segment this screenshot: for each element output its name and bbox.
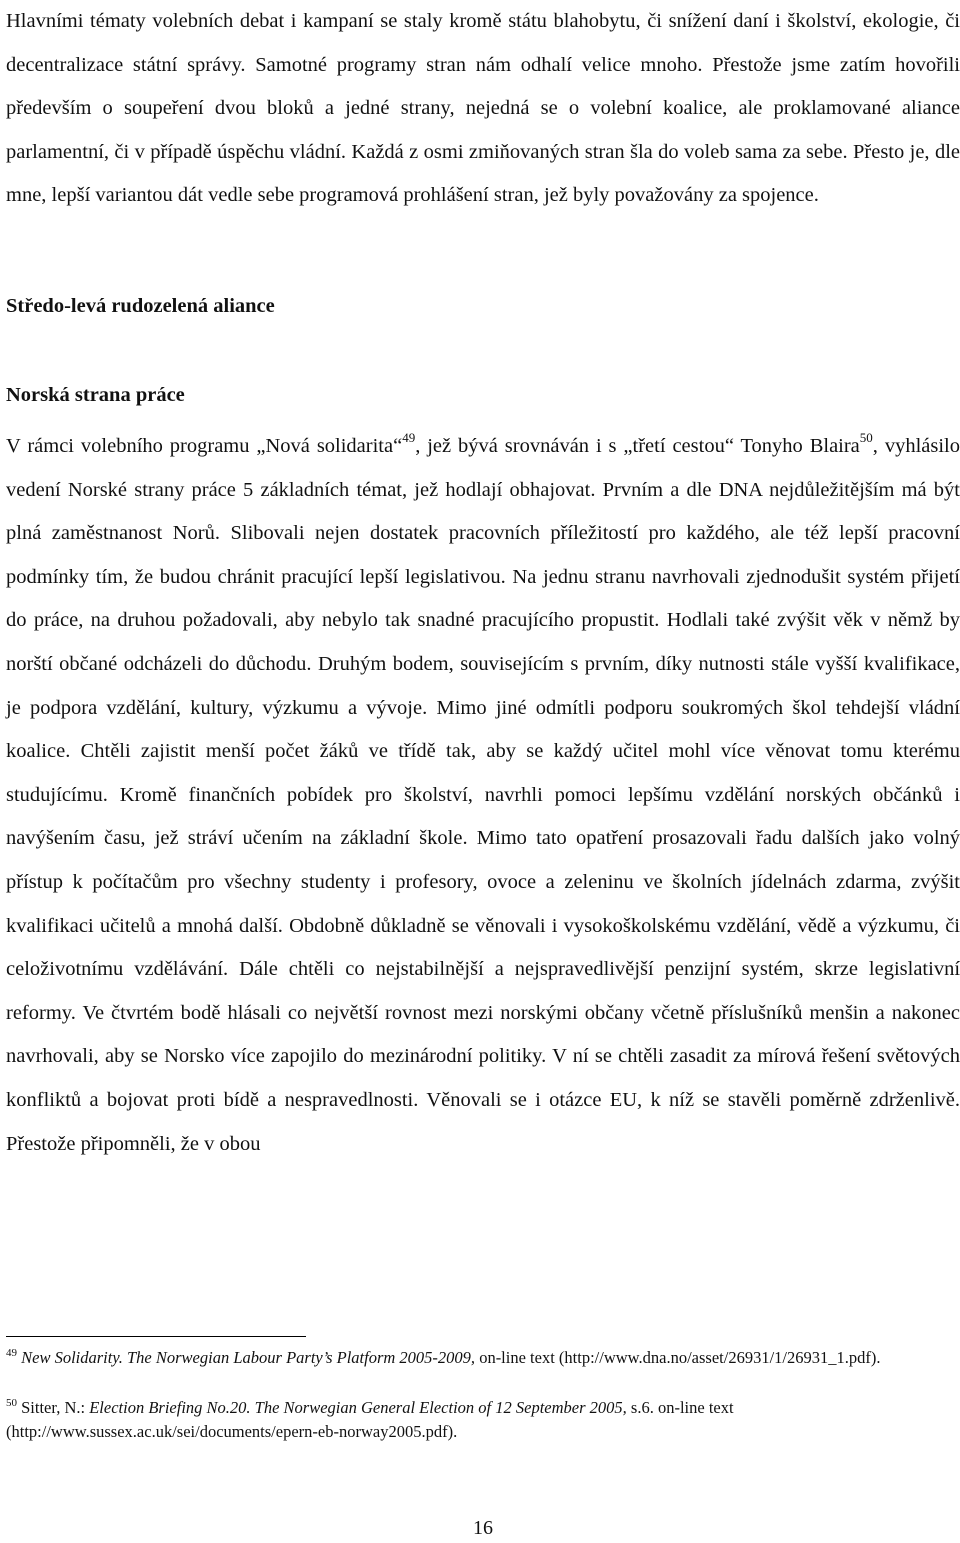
footnote-ref-49[interactable]: 49: [402, 430, 416, 446]
paragraph-text: Dále chtěli co nejstabilnější a nejspravedlivější penzijní systém, skrze legislativní reformy.: [6, 958, 960, 1024]
section-heading: Středo-levá rudozelená aliance: [6, 295, 275, 317]
paragraph-text: Hodlali také zvýšit věk v němž by norští občané odcházeli do důchodu.: [6, 609, 960, 675]
paragraph-text: V ní se chtěli zasadit za mírová řešení světových konfliktů a bojovat proti bídě a nespravedlnosti.: [6, 1045, 960, 1111]
intro-paragraph: [6, 0, 960, 218]
footnote-divider: [6, 1336, 306, 1337]
footnote-title: Election Briefing No.20. The Norwegian General Election of 12 September 2005,: [89, 1398, 627, 1417]
paragraph-text: Druhým bodem, souvisejícím s prvním, díky nutnosti stále vyšší kvalifikace, je podpora vzdělání, kultury, výzkumu a vývoje.: [6, 652, 960, 719]
paragraph-text: Chtěli zajistit menší počet žáků ve třídě tak, aby se každý učitel mohl více věnovat tomu kterému studujícímu.: [6, 740, 960, 806]
paragraph-text: Slibovali nejen dostatek pracovních příležitostí pro každého, ale též lepší pracovní podmínky tím, že budou chránit pracující lepší legislativou.: [6, 522, 960, 588]
paragraph-text: V rámci volebního programu „Nová solidarita“: [6, 435, 403, 457]
paragraph-text: Prvním a dle DNA nejdůležitějším má být plná zaměstnanost Norů.: [6, 478, 960, 545]
paragraph-text: , jež bývá srovnáván i s „třetí cestou“ Tonyho Blaira: [415, 435, 860, 457]
footnote-source: s.6. on-line text (http://www.sussex.ac.uk/sei/documents/epern-eb-norway2005.pdf).: [6, 1398, 734, 1441]
paragraph-text: Ve čtvrtém bodě hlásali co největší rovnost mezi norskými občany včetně příslušníků menšin a nakonec navrhovali, aby se Norsko více zapojilo do mezinárodní politiky.: [6, 1001, 960, 1068]
footnote-50: [6, 1396, 960, 1444]
intro-sentence: Hlavními tématy volebních debat i kampaní se staly kromě státu blahobytu, či snížení daní i školství, ekologie, či decentralizace státní správy. Samotné programy stran nám odhalí velice mnoho. Přestože jsme zatím hovořili především o soupeření dvou bloků a jedné strany, nejedná se o volební koalice, ale proklamované aliance parlamentní, či v případě úspěchu vládní.: [6, 10, 960, 163]
footnote-49: [6, 1346, 960, 1370]
footnote-author: Sitter, N.:: [21, 1398, 90, 1417]
paragraph-text: Na jednu stranu navrhovali zjednodušit systém přijetí do práce, na druhou požadovali, aby nebylo tak snadné pracujícího propustit.: [6, 565, 960, 632]
subsection-heading: Norská strana práce: [6, 384, 185, 406]
footnote-source: on-line text (http://www.dna.no/asset/26931/1/26931_1.pdf).: [475, 1348, 881, 1367]
intro-sentence: Přesto je, dle mne, lepší variantou dát vedle sebe programová prohlášení stran, jež byly považovány za spojence.: [6, 140, 960, 207]
paragraph-text: Kromě finančních pobídek pro školství, navrhli pomoci lepšímu vzdělání norských občánků i navýšením času, jež stráví učením na základní škole.: [6, 783, 960, 850]
footnote-number: 49: [6, 1346, 17, 1359]
paragraph-text: Mimo tato opatření prosazovali řadu dalších jako volný přístup k počítačům pro všechny studenty i profesory, ovoce a zeleninu ve školních jídelnách zdarma, zvýšit kvalifikaci učitelů a mnohá další.: [6, 827, 960, 937]
footnote-number: 50: [6, 1396, 17, 1409]
paragraph-text: Obdobně důkladně se věnovali i vysokoškolskému vzdělání, vědě a výzkumu, či celoživotnímu vzdělávání.: [6, 914, 960, 981]
paragraph-text: Mimo jiné odmítli podporu soukromých škol tehdejší vládní koalice.: [6, 696, 960, 763]
paragraph-text: , vyhlásilo vedení Norské strany práce 5 základních témat, jež hodlají obhajovat.: [6, 435, 960, 501]
page-number: 16: [473, 1517, 493, 1539]
paragraph-text: Věnovali se i otázce EU, k níž se stavěli poměrně zdrženlivě. Přestože připomněli, že v obou: [6, 1088, 960, 1155]
labour-party-paragraph: [6, 425, 960, 1166]
footnote-title: New Solidarity. The Norwegian Labour Party’s Platform 2005-2009,: [21, 1348, 476, 1367]
intro-sentence: Každá z osmi zmiňovaných stran šla do voleb sama za sebe.: [351, 140, 848, 163]
footnote-ref-50[interactable]: 50: [859, 430, 873, 446]
